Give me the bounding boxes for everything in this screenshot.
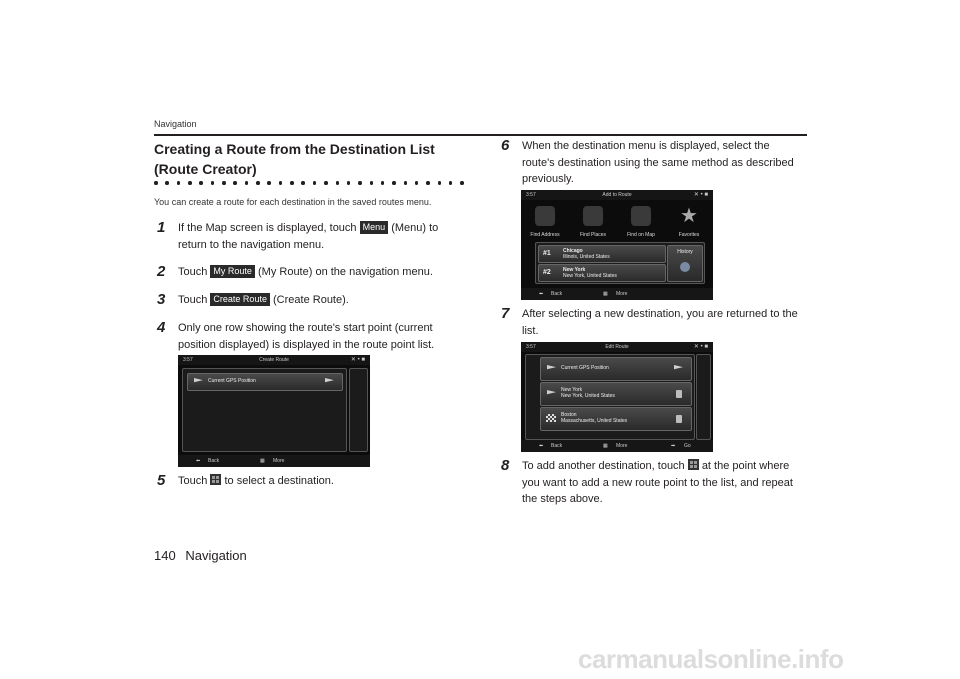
more-icon: ▦: [603, 291, 608, 297]
history-name: Chicago: [563, 248, 583, 254]
step-3: [154, 292, 474, 309]
step-text: Touch: [178, 294, 208, 306]
step-text: (My Route) on the navigation menu.: [258, 266, 433, 278]
bottom-bar: [521, 288, 713, 300]
history-label: History: [677, 249, 693, 255]
bottom-bar: [178, 455, 370, 467]
footer-section: Navigation: [185, 548, 247, 563]
step-2: [154, 264, 474, 281]
route-point-row: [187, 373, 343, 391]
favorites-tile: [667, 202, 711, 242]
divider-dot: [245, 181, 249, 185]
insert-point-icon: [210, 474, 221, 485]
step-text: When the destination menu is displayed, select the: [522, 140, 770, 152]
start-flag-icon: [547, 365, 556, 372]
step-number: 6: [501, 137, 510, 154]
map-icon: [631, 206, 651, 226]
step-number: 4: [157, 319, 166, 336]
tile-label: Favorites: [678, 232, 700, 238]
step-text: Only one row showing the route's start point (current: [178, 322, 433, 334]
step-5: [154, 473, 474, 490]
divider-dot: [336, 181, 340, 185]
divider-dot: [211, 181, 215, 185]
more-label: More: [273, 458, 285, 464]
section-title-line1: Creating a Route from the Destination List: [154, 141, 435, 157]
page-footer: [154, 548, 247, 563]
divider-dot: [460, 181, 464, 185]
back-icon: ⬅: [196, 458, 201, 464]
divider-dot: [358, 181, 362, 185]
history-name: New York: [563, 267, 586, 273]
history-button: [667, 245, 703, 282]
status-bar: [521, 190, 713, 200]
step-text: to select a destination.: [224, 475, 334, 487]
divider-dot: [290, 181, 294, 185]
section-title: [154, 139, 474, 179]
more-icon: ▦: [603, 443, 608, 449]
step-number: 8: [501, 457, 510, 474]
add-to-route-screenshot: [521, 190, 713, 300]
route-point-row: [540, 382, 692, 406]
step-number: 7: [501, 305, 510, 322]
my-route-button-chip: My Route: [210, 265, 255, 278]
step-7: [498, 306, 808, 339]
route-point-row: [540, 407, 692, 431]
step-6: [498, 138, 808, 188]
step-number: 1: [157, 219, 166, 236]
route-point-row: [540, 357, 692, 381]
history-text: [563, 267, 617, 279]
step-number: 3: [157, 291, 166, 308]
page-number: 140: [154, 548, 176, 563]
find-places-tile: [571, 202, 615, 242]
bottom-bar: [521, 440, 713, 452]
divider-dot: [256, 181, 260, 185]
route-point-text: [561, 387, 615, 399]
tile-label: Find Address: [530, 232, 560, 238]
clock: 3:57: [183, 357, 193, 363]
history-row-2: [538, 264, 666, 282]
back-icon: ⬅: [539, 443, 544, 449]
step-text: previously.: [522, 173, 574, 185]
address-icon: [535, 206, 555, 226]
route-point-text: [561, 412, 627, 424]
go-icon: ➡: [671, 443, 676, 449]
divider-dot: [438, 181, 442, 185]
running-head: Navigation: [154, 119, 197, 129]
side-panel: [696, 354, 711, 440]
step-text: you want to add a new route point to the list, and repeat: [522, 476, 793, 489]
history-detail: Illinois, United States: [563, 254, 610, 260]
step-8: [498, 458, 808, 508]
step-text: After selecting a new destination, you are returned to the: [522, 308, 798, 320]
more-label: More: [616, 291, 628, 297]
route-list-panel: [182, 368, 347, 452]
flag-icon: [674, 365, 683, 372]
step-4: [154, 320, 474, 353]
intro-text: You can create a route for each destination in the saved routes menu.: [154, 197, 432, 207]
places-icon: [583, 206, 603, 226]
step-text: (Create Route).: [273, 294, 349, 306]
more-label: More: [616, 443, 628, 449]
divider-dot: [199, 181, 203, 185]
route-point-detail: New York, United States: [561, 393, 615, 399]
route-point-label: New York: [561, 387, 583, 393]
divider-dot: [233, 181, 237, 185]
history-rank: #1: [543, 250, 551, 257]
go-label: Go: [684, 443, 691, 449]
step-text: To add another destination, touch: [522, 460, 685, 472]
history-panel: [535, 242, 705, 284]
step-text: route's destination using the same method as described: [522, 156, 794, 169]
clock: 3:57: [526, 192, 536, 198]
divider-dot: [370, 181, 374, 185]
step-number: 5: [157, 472, 166, 489]
divider-dot: [279, 181, 283, 185]
history-detail: New York, United States: [563, 273, 617, 279]
section-title-line2: (Route Creator): [154, 161, 257, 177]
history-rank: #2: [543, 269, 551, 276]
history-text: [563, 248, 610, 260]
edit-route-screenshot: [521, 342, 713, 452]
divider-dot: [188, 181, 192, 185]
step-text: list.: [522, 324, 539, 337]
clock: 3:57: [526, 344, 536, 350]
screen-header: Edit Route: [605, 344, 629, 350]
divider-dot: [404, 181, 408, 185]
step-number: 2: [157, 263, 166, 280]
start-flag-icon: [194, 378, 203, 385]
trash-icon: [676, 390, 682, 398]
divider-dot: [415, 181, 419, 185]
divider-dot: [154, 181, 158, 185]
menu-button-chip: Menu: [360, 221, 389, 234]
trash-icon: [676, 415, 682, 423]
back-label: Back: [551, 443, 563, 449]
more-icon: ▦: [260, 458, 265, 464]
step-text: Touch: [178, 475, 208, 487]
status-bar: [521, 342, 713, 352]
tile-label: Find Places: [579, 232, 607, 238]
status-icons: ✕ • ■: [350, 357, 365, 363]
screen-header: Add to Route: [602, 192, 632, 198]
header-rule: [154, 134, 807, 136]
side-panel: [349, 368, 368, 452]
route-point-label: Current GPS Position: [561, 365, 609, 371]
status-icons: ✕ • ■: [693, 344, 708, 350]
divider-dot: [381, 181, 385, 185]
status-icons: ✕ • ■: [693, 192, 708, 198]
divider-dot: [426, 181, 430, 185]
step-text: the steps above.: [522, 493, 603, 505]
route-point-label: Current GPS Position: [208, 378, 256, 384]
route-point-label: Boston: [561, 412, 577, 418]
divider-dot: [392, 181, 396, 185]
divider-dot: [177, 181, 181, 185]
divider-dot: [347, 181, 351, 185]
title-dot-divider: [154, 181, 464, 187]
star-icon: ★: [680, 205, 698, 227]
step-text: If the Map screen is displayed, touch: [178, 222, 357, 234]
back-label: Back: [551, 291, 563, 297]
divider-dot: [449, 181, 453, 185]
divider-dot: [267, 181, 271, 185]
create-route-button-chip: Create Route: [210, 293, 270, 306]
insert-point-icon: [688, 459, 699, 470]
watermark: carmanualsonline.info: [578, 644, 844, 674]
step-text: at the point where: [701, 460, 790, 472]
divider-dot: [165, 181, 169, 185]
divider-dot: [222, 181, 226, 185]
history-row-1: [538, 245, 666, 263]
step-text: return to the navigation menu.: [178, 238, 325, 251]
step-text: (Menu) to: [391, 222, 439, 234]
waypoint-flag-icon: [547, 390, 556, 397]
divider-dot: [313, 181, 317, 185]
back-icon: ⬅: [539, 291, 544, 297]
route-point-detail: Massachusetts, United States: [561, 418, 628, 424]
divider-dot: [324, 181, 328, 185]
tile-label: Find on Map: [627, 232, 655, 238]
step-text: Touch: [178, 266, 208, 278]
status-bar: [178, 355, 370, 365]
find-address-tile: [523, 202, 567, 242]
screen-header: Create Route: [259, 357, 289, 363]
find-on-map-tile: [619, 202, 663, 242]
create-route-screenshot: [178, 355, 370, 467]
finish-flag-icon: [546, 414, 556, 422]
back-label: Back: [208, 458, 220, 464]
route-list-panel: [525, 354, 695, 440]
step-text: position displayed) is displayed in the route point list.: [178, 338, 435, 351]
flag-icon: [325, 378, 334, 385]
step-1: [154, 220, 474, 253]
compass-icon: [680, 262, 690, 272]
divider-dot: [301, 181, 305, 185]
